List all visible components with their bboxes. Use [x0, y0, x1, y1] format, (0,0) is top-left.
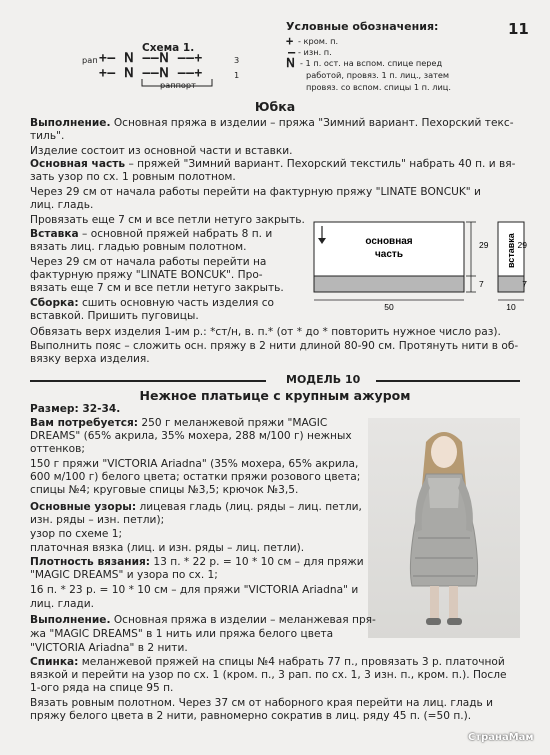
text-line: [30, 417, 327, 431]
bold-label: Вставка: [30, 228, 79, 240]
text-run: изн. ряды – изн. петли);: [30, 514, 165, 526]
text-run: пряжу белого цвета в 2 нити, равномерно сократив в лиц. ряду 45 п. (=50 п.).: [30, 710, 472, 722]
girl-in-dress-illustration: [368, 418, 520, 638]
scheme-row-bottom: +– ꓠ ––ꓠ ––+: [99, 66, 203, 81]
text-run: меланжевой пряжей на спицы №4 набрать 77 п., провязать 3 р. платочной: [78, 656, 505, 668]
text-run: Вязать ровным полотном. Через 37 см от наборного края перейти на лиц. гладь и: [30, 697, 494, 709]
text-line: [30, 584, 358, 598]
model-title: Нежное платьице с крупным ажуром: [139, 388, 411, 403]
text-run: вязкой и перейти на узор по сх. 1 (кром. п., 3 рап. по сх. 1, 3 изн. п., кром. п.). После: [30, 669, 507, 681]
divider-left: [30, 380, 266, 382]
text-run: вязку верха изделия.: [30, 353, 150, 365]
text-run: лиц. гладь.: [30, 199, 94, 211]
legend-edge-stitch-text: - кром. п.: [298, 36, 339, 46]
watermark: СтранаМам: [468, 732, 534, 743]
text-line: [30, 484, 298, 498]
legend-cable-text-line3: провяз. со вспом. спицы 1 п. лиц.: [306, 82, 451, 92]
text-line: [30, 528, 122, 542]
text-run: "MAGIC DREAMS" и узора по сх. 1;: [30, 569, 218, 581]
text-run: тиль".: [30, 130, 65, 142]
text-line: [30, 697, 493, 711]
bold-label: Сборка:: [30, 297, 79, 309]
text-run: 150 г пряжи "VICTORIA Ariadna" (35% мохера, 65% акрила,: [30, 458, 359, 470]
model-divider: МОДЕЛЬ 10: [286, 373, 361, 386]
text-line: [30, 443, 85, 457]
text-run: лиц. глади.: [30, 598, 95, 610]
divider-right: [376, 380, 520, 382]
insert-height-7: 7: [522, 279, 527, 289]
bold-label: Выполнение.: [30, 117, 111, 129]
text-line: [30, 471, 360, 485]
text-line: [30, 514, 164, 528]
text-run: жа "MAGIC DREAMS" в 1 нить или пряжа белого цвета: [30, 628, 334, 640]
text-run: узор по схеме 1;: [30, 528, 123, 540]
insert-label: вставка: [506, 233, 516, 268]
text-line: [30, 214, 305, 228]
text-line: [30, 158, 515, 172]
skirt-schematic: [310, 220, 530, 312]
text-line: [30, 556, 364, 570]
bold-label: Основные узоры:: [30, 501, 137, 513]
text-run: 1-ого ряда на спице 95 п.: [30, 682, 174, 694]
legend-cable-text-line1: - 1 п. ост. на вспом. спице перед: [300, 58, 443, 68]
text-line: [30, 682, 173, 696]
scheme-row-top: +– ꓠ ––ꓠ ––+: [99, 51, 203, 66]
text-run: 16 п. * 23 р. = 10 * 10 см – для пряжи "VICTORIA Ariadna" и: [30, 584, 359, 596]
main-width-50: 50: [384, 302, 394, 312]
rapport-label: раппорт: [160, 80, 196, 90]
text-line: [30, 669, 507, 683]
text-run: Основная пряжа в изделии – меланжевая пря-: [110, 614, 376, 626]
scheme-title: Схема 1.: [142, 42, 195, 54]
text-line: [30, 186, 481, 200]
text-run: вязать лиц. гладью ровным полотном.: [30, 241, 247, 253]
legend-edge-stitch-symbol: +: [286, 34, 294, 48]
text-line: [30, 130, 64, 144]
dress-photo: [368, 418, 520, 638]
text-line: [30, 656, 505, 670]
text-run: Выполнить пояс – сложить осн. пряжу в 2 нити длиной 80-90 см. Протянуть нити в об-: [30, 340, 519, 352]
text-line: [30, 297, 274, 311]
main-height-7: 7: [479, 279, 484, 289]
text-line: [30, 353, 150, 367]
text-run: 250 г меланжевой пряжи "MAGIC: [138, 417, 328, 429]
text-run: Основная пряжа в изделии – пряжа "Зимний вариант. Пехорский текс-: [110, 117, 514, 129]
scheme-row-top-number: 3: [234, 55, 240, 65]
text-run: платочная вязка (лиц. и изн. ряды – лиц. петли).: [30, 542, 305, 554]
text-run: Изделие состоит из основной части и вставки.: [30, 145, 293, 157]
main-part-texture-band: [314, 276, 464, 292]
bold-label: Спинка:: [30, 656, 79, 668]
text-run: сшить основную часть изделия со: [78, 297, 275, 309]
text-line: [30, 458, 358, 472]
text-line: [30, 340, 518, 354]
text-run: – основной пряжей набрать 8 п. и: [78, 228, 273, 240]
text-line: [30, 642, 188, 656]
text-line: [30, 310, 199, 324]
insert-width-10: 10: [506, 302, 516, 312]
text-line: [30, 598, 94, 612]
scheme-row-label: рап: [82, 55, 98, 65]
bold-label: Размер: 32-34.: [30, 403, 121, 415]
text-run: оттенков;: [30, 443, 85, 455]
text-run: Через 29 см от начала работы перейти на фактурную пряжу "LINATE BONCUK" и: [30, 186, 481, 198]
main-part-label-2: часть: [375, 249, 403, 260]
text-line: [30, 269, 263, 283]
text-line: [30, 256, 266, 270]
text-run: вставкой. Пришить пуговицы.: [30, 310, 199, 322]
text-run: DREAMS" (65% акрила, 35% мохера, 288 м/100 г) нежных: [30, 430, 352, 442]
legend-title: Условные обозначения:: [286, 20, 439, 33]
text-run: лицевая гладь (лиц. ряды – лиц. петли,: [136, 501, 362, 513]
text-line: [30, 145, 293, 159]
text-run: Провязать еще 7 см и все петли нетугo закрыть.: [30, 214, 305, 226]
scheme-row-bottom-number: 1: [234, 70, 240, 80]
main-part-label-1: основная: [365, 236, 413, 247]
legend-purl-text: - изн. п.: [298, 47, 332, 57]
text-line: [30, 569, 218, 583]
skirt-heading: Юбка: [254, 99, 296, 114]
bold-label: Плотность вязания:: [30, 556, 151, 568]
text-run: вязать еще 7 см и все петли нетугo закрыть.: [30, 282, 284, 294]
bold-label: Вам потребуется:: [30, 417, 139, 429]
legend-cable-text-line2: работой, провяз. 1 п. лиц., затем: [306, 70, 450, 80]
text-line: [30, 501, 362, 515]
text-line: [30, 282, 284, 296]
page-number: 11: [508, 20, 529, 38]
main-height-29: 29: [479, 240, 489, 250]
text-line: [30, 241, 247, 255]
text-run: 600 м/100 г) белого цвета; остатки пряжи розового цвета;: [30, 471, 361, 483]
text-run: зать узор по сх. 1 ровным полотном.: [30, 171, 236, 183]
text-line: [30, 326, 501, 340]
text-run: Через 29 см от начала работы перейти на: [30, 256, 267, 268]
text-line: [30, 628, 333, 642]
insert-texture-band: [498, 276, 524, 292]
text-line: [30, 228, 272, 242]
text-line: [30, 614, 376, 628]
legend-cable-symbol: ꓠ: [286, 56, 296, 70]
text-line: [30, 710, 471, 724]
insert-height-29: 29: [517, 240, 527, 250]
text-line: [30, 199, 93, 213]
bold-label: Основная часть: [30, 158, 126, 170]
text-run: спицы №4; круговые спицы №3,5; крючок №3,5.: [30, 484, 299, 496]
text-line: [30, 430, 352, 444]
text-line: [30, 542, 304, 556]
text-line: [30, 171, 236, 185]
text-line: [30, 403, 120, 417]
text-line: [30, 117, 514, 131]
bold-label: Выполнение.: [30, 614, 111, 626]
legend-purl-symbol: –: [288, 45, 296, 59]
text-run: фактурную пряжу "LINATE BONCUK". Про-: [30, 269, 263, 281]
text-run: – пряжей "Зимний вариант. Пехорский текстиль" набрать 40 п. и вя-: [125, 158, 516, 170]
text-run: Обвязать верх изделия 1-им р.: *ст/н, в. п.* (от * до * повторить нужное число раз).: [30, 326, 501, 338]
text-run: "VICTORIA Ariadna" в 2 нити.: [30, 642, 188, 654]
text-run: 13 п. * 22 р. = 10 * 10 см – для пряжи: [150, 556, 364, 568]
